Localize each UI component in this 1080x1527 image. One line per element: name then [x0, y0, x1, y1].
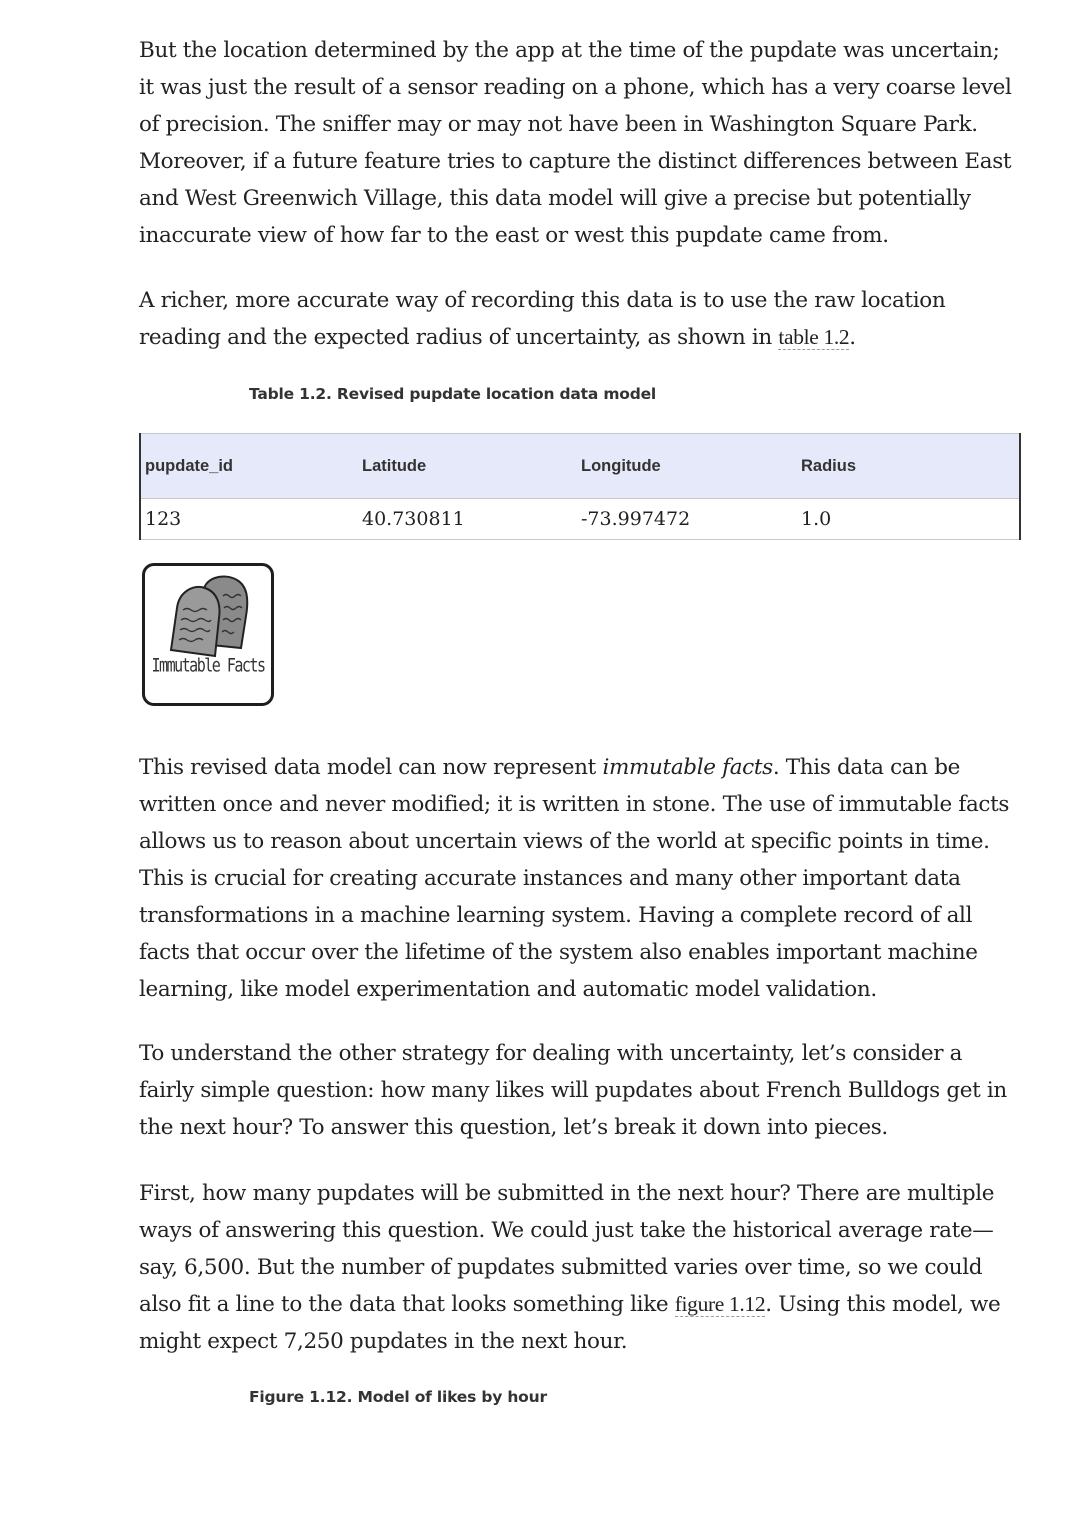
stone-tablets-icon	[145, 566, 271, 703]
paragraph-text: .	[849, 325, 856, 350]
table-row	[140, 499, 1020, 540]
table-caption: Table 1.2. Revised pupdate location data model	[249, 385, 657, 403]
immutable-facts-badge	[142, 563, 274, 706]
paragraph-pupdates-next-hour	[139, 1175, 1019, 1360]
paragraph-text: First, how many pupdates will be submitted in the next hour? There are multiple ways of answering this question. We could just take the historical average rate—say, 6,500. But the number of pupdates submitted varies over time, so we could also fit a line to the data that looks something like	[139, 1181, 995, 1317]
pupdate-location-table	[139, 433, 1021, 540]
emphasis-immutable-facts: immutable facts	[602, 755, 773, 780]
paragraph-text: This revised data model can now represent	[139, 755, 603, 780]
column-header-latitude: Latitude	[358, 434, 577, 499]
paragraph-other-strategy	[139, 1035, 1019, 1146]
column-header-pupdate-id: pupdate_id	[140, 434, 358, 499]
paragraph-text: . This data can be written once and never modified; it is written in stone. The use of immutable facts allows us to reason about uncertain views of the world at specific points in time. This is crucial for creating accurate instances and many other important data transformations in a machine learning system. Having a complete record of all facts that occur over the lifetime of the system also enables important machine learning, like model experimentation and automatic model validation.	[139, 755, 1010, 1002]
table-1-2-link[interactable]: table 1.2	[778, 325, 850, 349]
column-header-radius: Radius	[797, 434, 1020, 499]
paragraph-text: But the location determined by the app at the time of the pupdate was uncertain; it was just the result of a sensor reading on a phone, which has a very coarse level of precision. The sniffer may or may not have been in Washington Square Park. Moreover, if a future feature tries to capture the distinct differences between East and West Greenwich Village, this data model will give a precise but potentially inaccurate view of how far to the east or west this pupdate came from.	[139, 38, 1012, 248]
paragraph-richer-model	[139, 282, 1019, 356]
table-header-row	[140, 434, 1020, 499]
cell-latitude: 40.730811	[358, 499, 577, 540]
paragraph-text: . Using this model, we might expect 7,250 pupdates in the next hour.	[139, 1292, 1001, 1354]
column-header-longitude: Longitude	[577, 434, 797, 499]
paragraph-location-uncertainty	[139, 32, 1019, 254]
paragraph-text: A richer, more accurate way of recording this data is to use the raw location reading and the expected radius of uncertainty, as shown in	[139, 288, 946, 350]
figure-caption: Figure 1.12. Model of likes by hour	[249, 1388, 547, 1406]
badge-label: Immutable Facts	[151, 653, 265, 677]
paragraph-text: To understand the other strategy for dealing with uncertainty, let’s consider a fairly simple question: how many likes will pupdates about French Bulldogs get in the next hour? To answer this question, let’s break it down into pieces.	[139, 1041, 1007, 1140]
cell-radius: 1.0	[797, 499, 1020, 540]
cell-longitude: -73.997472	[577, 499, 797, 540]
paragraph-immutable-facts	[139, 749, 1019, 1008]
figure-1-12-link[interactable]: figure 1.12	[674, 1292, 766, 1316]
cell-pupdate-id: 123	[140, 499, 358, 540]
